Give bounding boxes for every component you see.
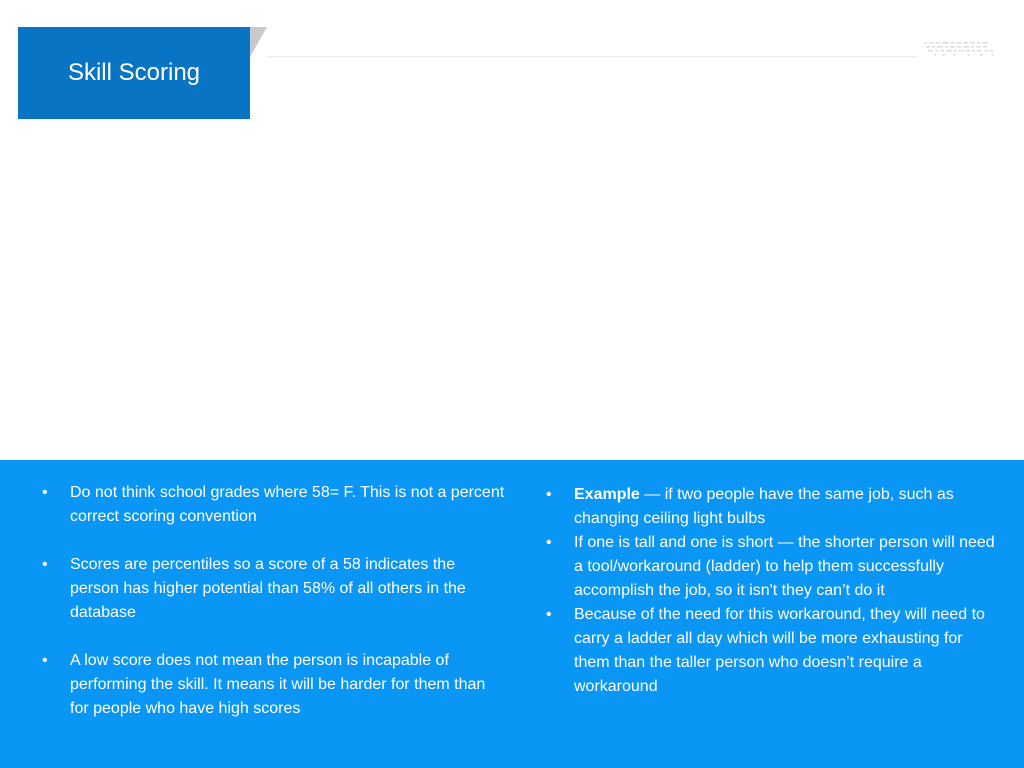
header-divider (267, 56, 917, 57)
content-band (0, 460, 1024, 768)
list-item-text: Scores are percentiles so a score of a 58 indicates the person has higher potential than 58% of all others in the database (70, 556, 466, 621)
list-item-text: Do not think school grades where 58= F. This is not a percent correct scoring convention (70, 484, 505, 525)
logo-icon (920, 40, 1000, 62)
right-bullet-list (546, 483, 1001, 699)
bullet-icon: • (546, 534, 552, 551)
list-item-text: If one is tall and one is short — the shorter person will need a tool/workaround (ladder) to help them successfully accomplish the job, so it isn't they can’t do it (574, 534, 995, 599)
example-label: Example (574, 486, 640, 503)
bullet-icon: • (42, 652, 48, 669)
bullet-icon: • (42, 556, 48, 573)
list-item-text: Because of the need for this workaround, they will need to carry a ladder all day which will be more exhausting for them than the taller person who doesn’t require a workaround (574, 606, 985, 695)
left-bullet-list (42, 481, 507, 745)
list-item (546, 603, 1001, 699)
list-item (546, 531, 1001, 603)
slide-title-text: Skill Scoring (67, 59, 201, 86)
list-item-text: A low score does not mean the person is incapable of performing the skill. It means it will be harder for them than for people who have high scores (70, 652, 486, 717)
bullet-icon: • (546, 486, 552, 503)
list-item (42, 649, 507, 721)
title-fold-corner (250, 27, 267, 57)
bullet-icon: • (546, 606, 552, 623)
list-item (42, 481, 507, 529)
bullet-icon: • (42, 484, 48, 501)
list-item (546, 483, 1001, 531)
list-item-text: — if two people have the same job, such as changing ceiling light bulbs (574, 486, 954, 527)
slide-title (18, 27, 250, 119)
list-item (42, 553, 507, 625)
